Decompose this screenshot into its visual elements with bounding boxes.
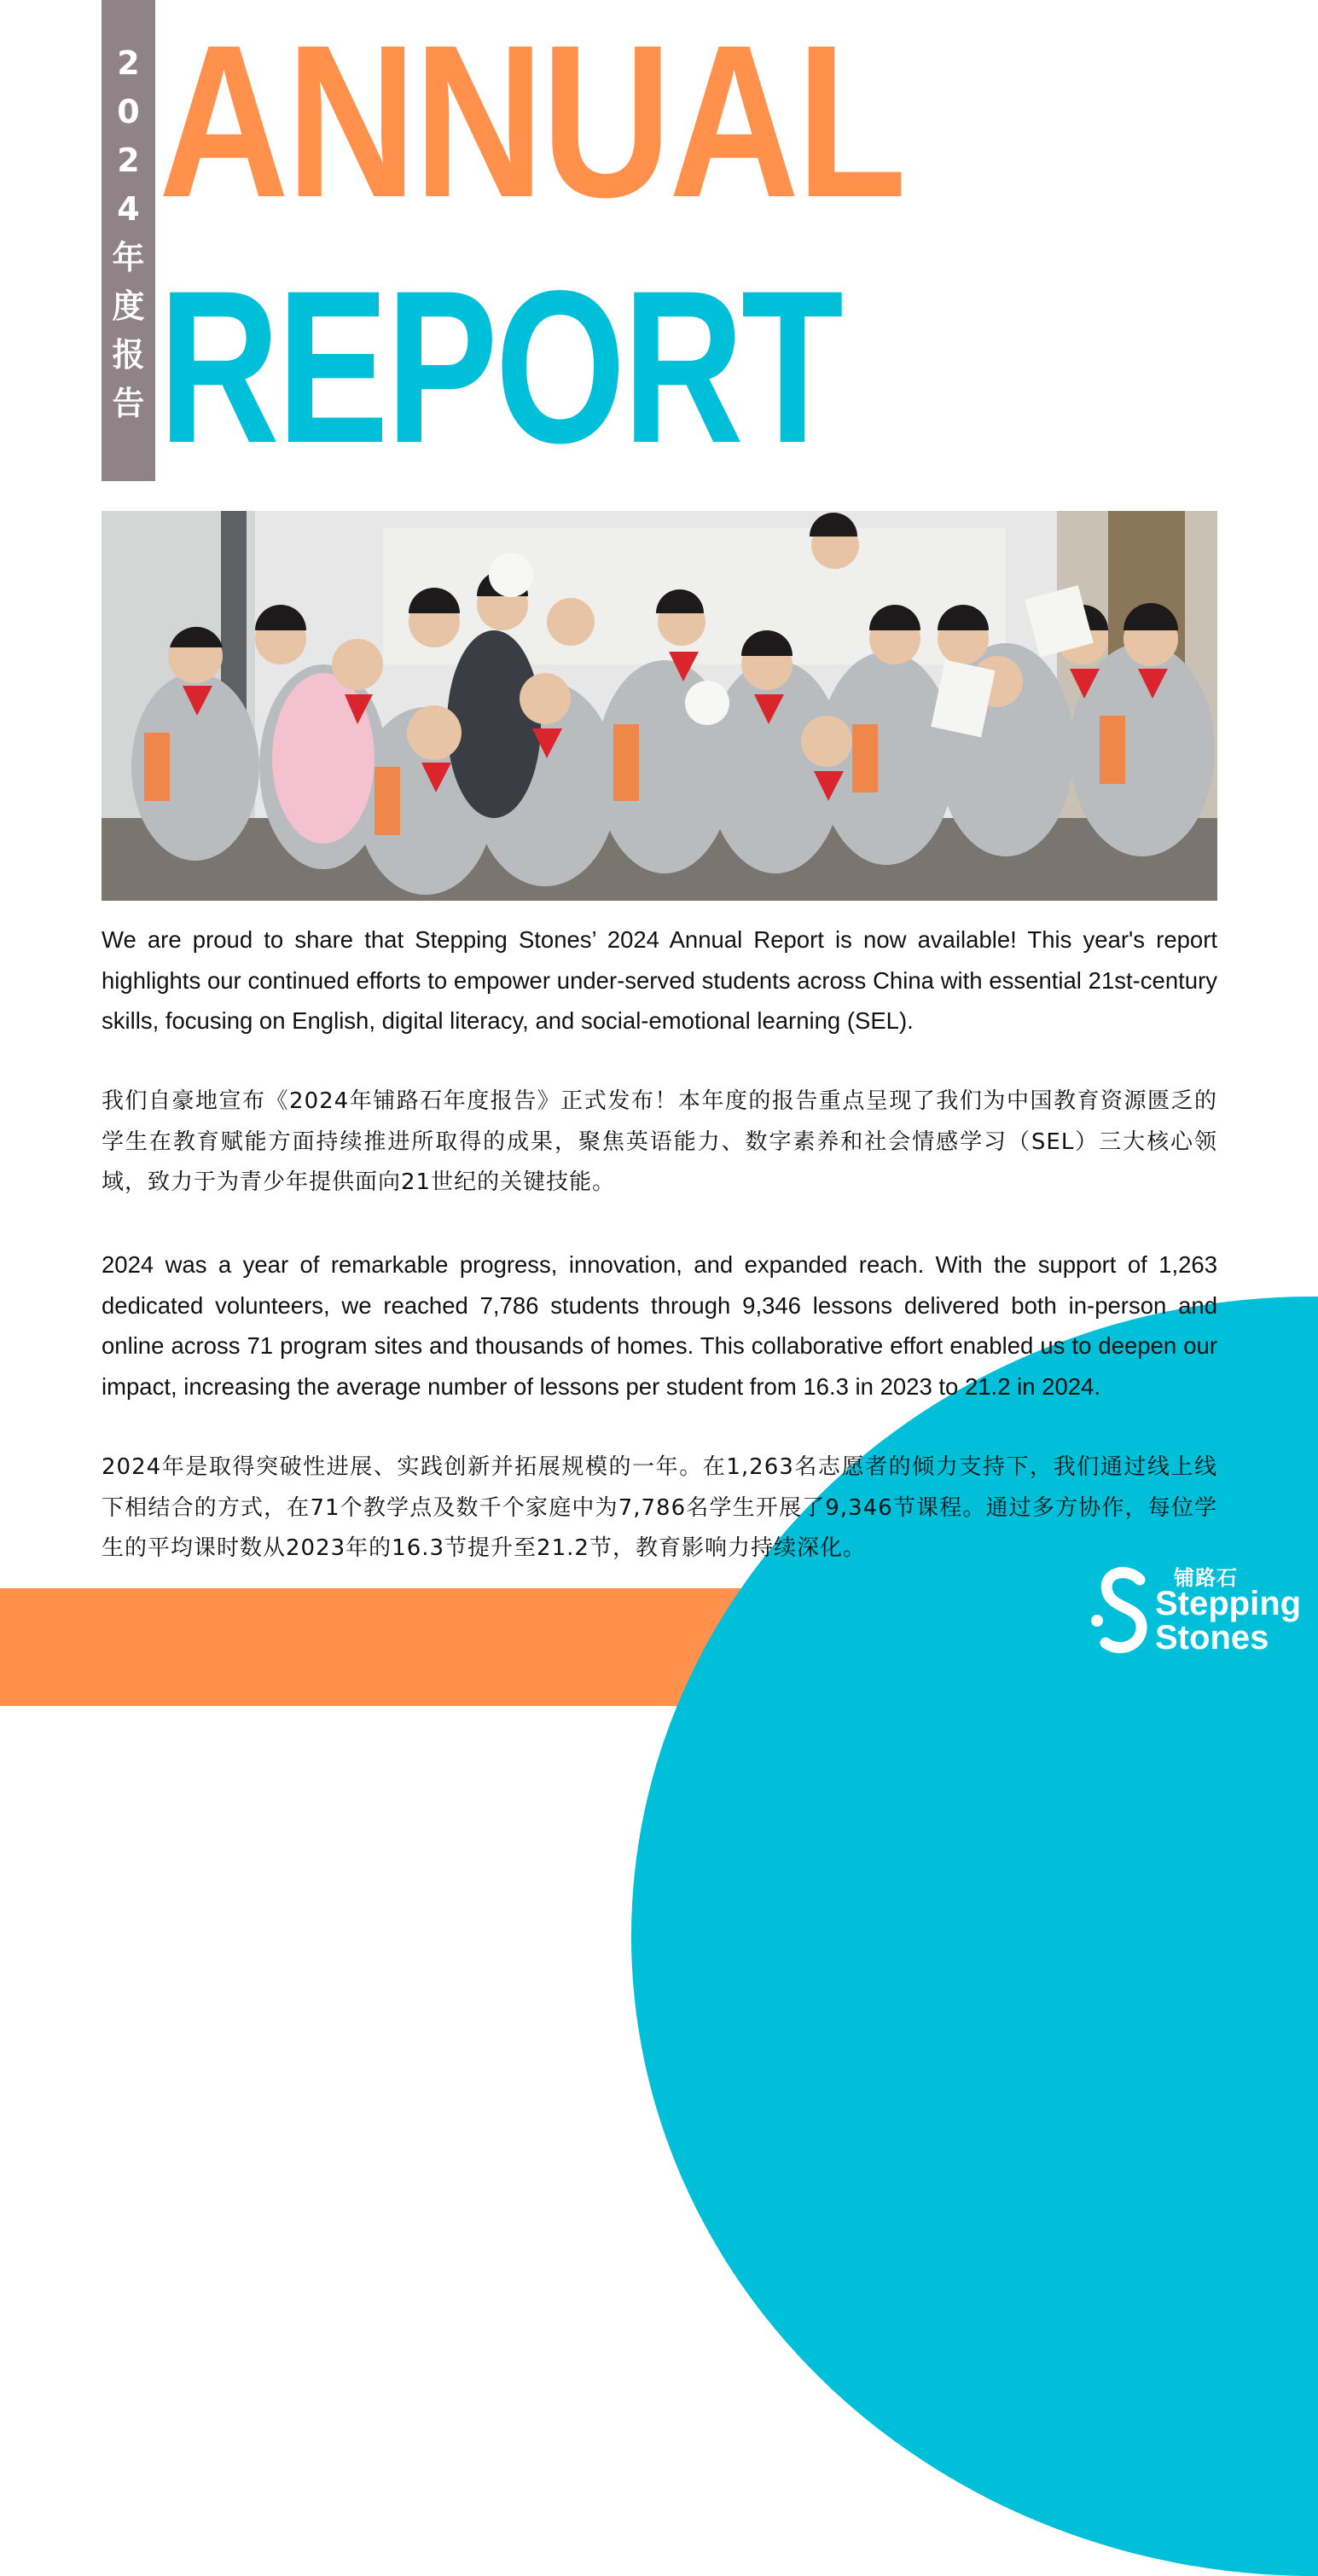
group-photo <box>102 511 1217 901</box>
year-char: 4 <box>117 190 140 228</box>
year-char: 度 <box>112 287 145 325</box>
title-annual: ANNUAL <box>159 0 904 243</box>
group-photo-illustration <box>102 511 1217 901</box>
year-char: 2 <box>117 142 140 179</box>
title-report: REPORT <box>159 246 841 489</box>
year-vertical-bar <box>102 0 155 481</box>
progress-paragraph-en: 2024 was a year of remarkable progress, innovation, and expanded reach. With the support of 1,263 dedicated volunteers, we reached 7,786 students through 9,346 lessons delivered both in-person and online across 71 program sites and thousands of homes. This collaborative effort enabled us to deepen our impact, increasing the average number of lessons per student from 16.3 in 2023 to 21.2 in 2024. <box>102 1251 1217 1400</box>
year-char: 告 <box>112 385 145 422</box>
logo-name-en-line1: Stepping <box>1155 1585 1302 1622</box>
intro-paragraph-en: We are proud to share that Stepping Stones’ 2024 Annual Report is now available! This year's report highlights our continued efforts to empower under-served students across China with essential 21st-century skills, focusing on English, digital literacy, and social-emotional learning (SEL). <box>102 926 1217 1034</box>
logo-name-en-line2: Stones <box>1155 1619 1269 1656</box>
progress-paragraph-zh: 2024年是取得突破性进展、实践创新并拓展规模的一年。在1,263名志愿者的倾力支持下，我们通过线上线下相结合的方式，在71个教学点及数千个家庭中为7,786名学生开展了9,346节课程。通过多方协作，每位学生的平均课时数从2023年的16.3节提升至21.2节，教育影响力持续深化。 <box>102 1454 1217 1561</box>
year-char: 0 <box>117 93 140 131</box>
logo-name-cn: 铺路石 <box>1174 1566 1238 1590</box>
stepping-stones-logo-icon <box>1090 1561 1158 1663</box>
year-char: 报 <box>112 336 145 374</box>
stepping-stones-logo <box>1090 1552 1302 1672</box>
year-char: 年 <box>112 239 145 276</box>
year-char: 2 <box>117 44 140 82</box>
intro-paragraph-zh: 我们自豪地宣布《2024年铺路石年度报告》正式发布！本年度的报告重点呈现了我们为中国教育资源匮乏的学生在教育赋能方面持续推进所取得的成果，聚焦英语能力、数字素养和社会情感学习（SEL）三大核心领域，致力于为青少年提供面向21世纪的关键技能。 <box>102 1088 1217 1195</box>
